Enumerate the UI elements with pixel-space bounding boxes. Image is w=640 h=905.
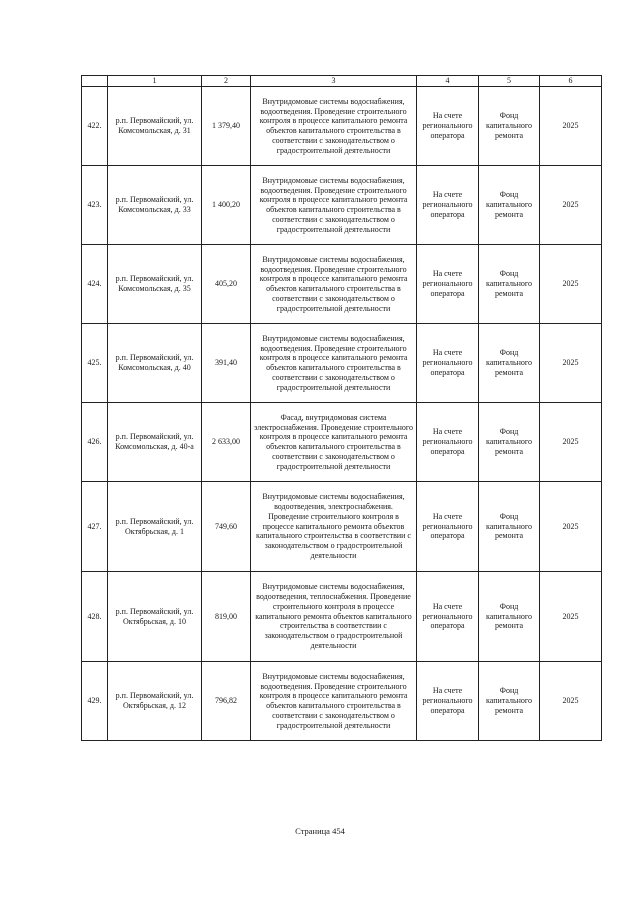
work-description-cell: Фасад, внутридомовая система электроснабжения. Проведение строительного контроля в процессе капитального ремонта объектов капитального строительства в соответствии с законодательством о градостроительной деятельности [251,403,417,482]
address-cell: р.п. Первомайский, ул. Комсомольская, д. 35 [108,245,202,324]
fund-cell: Фонд капитального ремонта [479,662,540,741]
work-description-cell: Внутридомовые системы водоснабжения, водоотведения, теплоснабжения. Проведение строительного контроля в процессе капитального ремонта объектов капитального строительства в соответствии с законодательством о градостроительной деятельности [251,572,417,662]
account-cell: На счете регионального оператора [417,403,479,482]
column-header: 2 [202,76,251,87]
work-description-cell: Внутридомовые системы водоснабжения, водоотведения. Проведение строительного контроля в процессе капитального ремонта объектов капитального строительства в соответствии с законодательством о градостроительной деятельности [251,245,417,324]
row-number: 429. [82,662,108,741]
row-number: 422. [82,87,108,166]
row-number: 423. [82,166,108,245]
row-number: 427. [82,482,108,572]
table-row [82,87,602,166]
header-row [82,76,602,87]
address-cell: р.п. Первомайский, ул. Октябрьская, д. 12 [108,662,202,741]
address-cell: р.п. Первомайский, ул. Октябрьская, д. 10 [108,572,202,662]
fund-cell: Фонд капитального ремонта [479,245,540,324]
column-header: 5 [479,76,540,87]
account-cell: На счете регионального оператора [417,324,479,403]
address-cell: р.п. Первомайский, ул. Комсомольская, д. 40-а [108,403,202,482]
fund-cell: Фонд капитального ремонта [479,482,540,572]
table-row [82,572,602,662]
fund-cell: Фонд капитального ремонта [479,166,540,245]
year-cell: 2025 [540,166,602,245]
table-row [82,324,602,403]
year-cell: 2025 [540,572,602,662]
fund-cell: Фонд капитального ремонта [479,572,540,662]
column-header [82,76,108,87]
account-cell: На счете регионального оператора [417,482,479,572]
year-cell: 2025 [540,87,602,166]
amount-cell: 391,40 [202,324,251,403]
amount-cell: 405,20 [202,245,251,324]
fund-cell: Фонд капитального ремонта [479,324,540,403]
table-row [82,482,602,572]
address-cell: р.п. Первомайский, ул. Комсомольская, д. 40 [108,324,202,403]
account-cell: На счете регионального оператора [417,572,479,662]
work-description-cell: Внутридомовые системы водоснабжения, водоотведения. Проведение строительного контроля в процессе капитального ремонта объектов капитального строительства в соответствии с законодательством о градостроительной деятельности [251,166,417,245]
repair-register-table [81,75,602,741]
amount-cell: 749,60 [202,482,251,572]
row-number: 425. [82,324,108,403]
amount-cell: 2 633,00 [202,403,251,482]
year-cell: 2025 [540,662,602,741]
column-header: 3 [251,76,417,87]
amount-cell: 819,00 [202,572,251,662]
fund-cell: Фонд капитального ремонта [479,403,540,482]
column-header: 4 [417,76,479,87]
account-cell: На счете регионального оператора [417,166,479,245]
row-number: 424. [82,245,108,324]
amount-cell: 1 400,20 [202,166,251,245]
row-number: 426. [82,403,108,482]
account-cell: На счете регионального оператора [417,662,479,741]
table-row [82,403,602,482]
work-description-cell: Внутридомовые системы водоснабжения, водоотведения. Проведение строительного контроля в процессе капитального ремонта объектов капитального строительства в соответствии с законодательством о градостроительной деятельности [251,87,417,166]
year-cell: 2025 [540,324,602,403]
address-cell: р.п. Первомайский, ул. Октябрьская, д. 1 [108,482,202,572]
table-row [82,245,602,324]
account-cell: На счете регионального оператора [417,245,479,324]
address-cell: р.п. Первомайский, ул. Комсомольская, д. 31 [108,87,202,166]
account-cell: На счете регионального оператора [417,87,479,166]
year-cell: 2025 [540,403,602,482]
amount-cell: 796,82 [202,662,251,741]
table-row [82,166,602,245]
fund-cell: Фонд капитального ремонта [479,87,540,166]
work-description-cell: Внутридомовые системы водоснабжения, водоотведения. Проведение строительного контроля в процессе капитального ремонта объектов капитального строительства в соответствии с законодательством о градостроительной деятельности [251,324,417,403]
work-description-cell: Внутридомовые системы водоснабжения, водоотведения, электроснабжения. Проведение строительного контроля в процессе капитального ремонта объектов капитального строительства в соответствии с законодательством о градостроительной деятельности [251,482,417,572]
row-number: 428. [82,572,108,662]
address-cell: р.п. Первомайский, ул. Комсомольская, д. 33 [108,166,202,245]
column-header: 1 [108,76,202,87]
amount-cell: 1 379,40 [202,87,251,166]
page-number: Страница 454 [295,826,345,836]
year-cell: 2025 [540,245,602,324]
year-cell: 2025 [540,482,602,572]
table-row [82,662,602,741]
column-header: 6 [540,76,602,87]
work-description-cell: Внутридомовые системы водоснабжения, водоотведения. Проведение строительного контроля в процессе капитального ремонта объектов капитального строительства в соответствии с законодательством о градостроительной деятельности [251,662,417,741]
